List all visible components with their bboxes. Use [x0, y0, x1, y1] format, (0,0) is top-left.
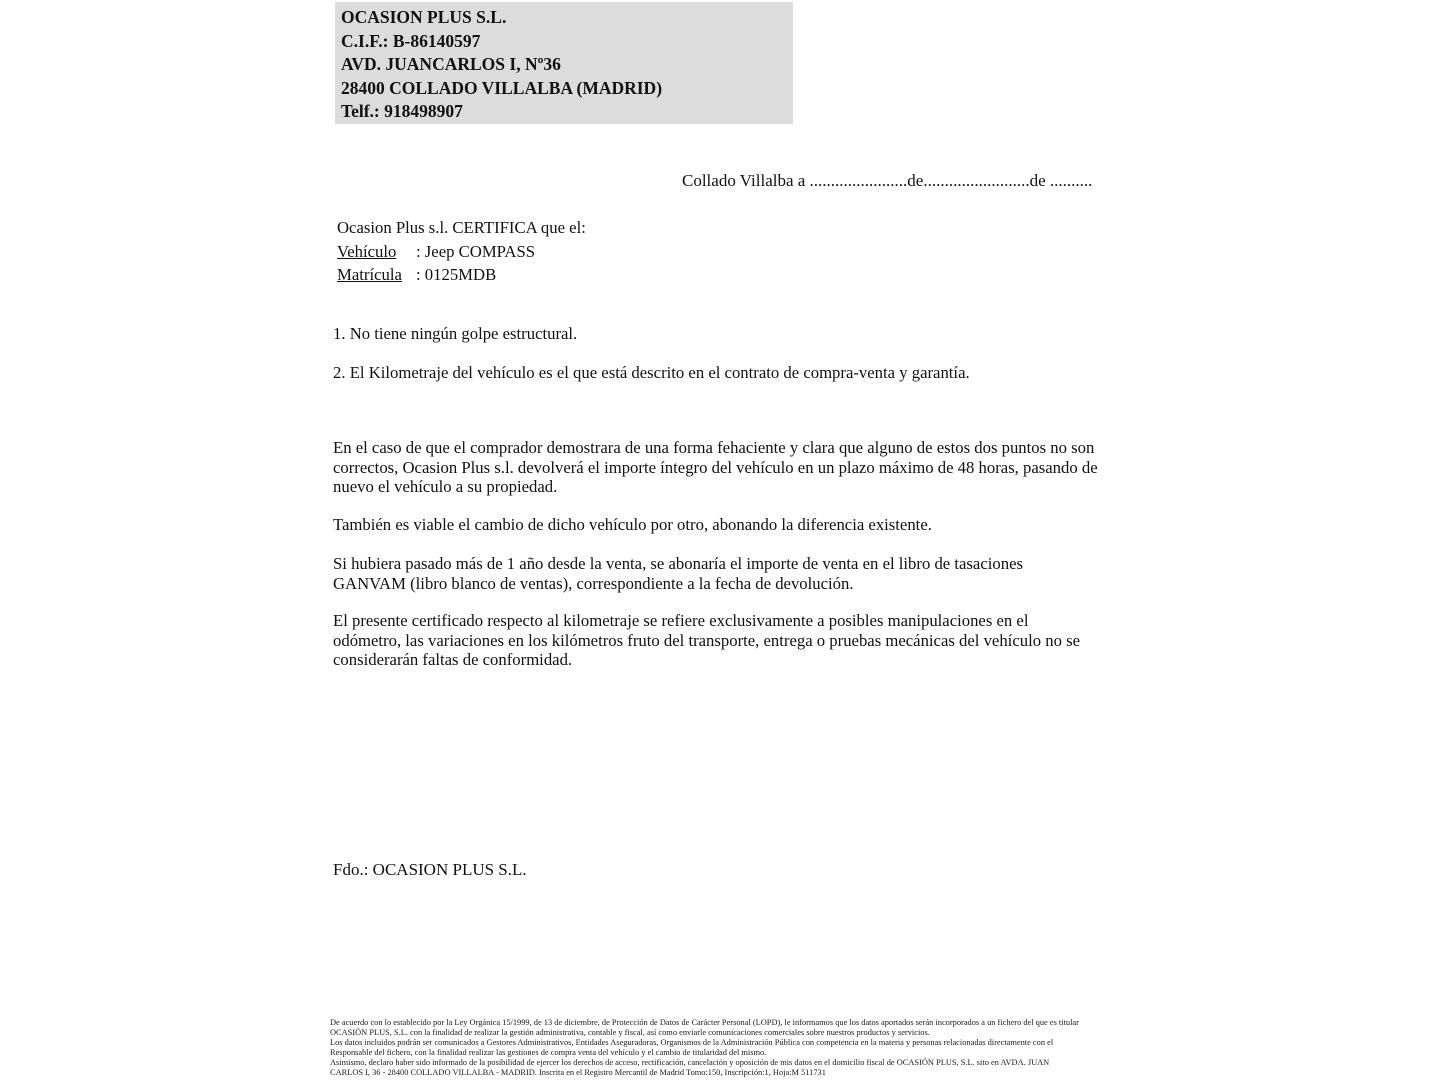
condition-point-1: 1. No tiene ningún golpe estructural. [333, 324, 578, 343]
signature-line: Fdo.: OCASION PLUS S.L. [333, 860, 527, 879]
footer-line-3: Los datos incluidos podrán ser comunicados a Gestores Administrativos, Entidades Aseguradoras, Organismos de la Administración Pública con competencia en la materia y personas relacionadas directamente con el [330, 1037, 1054, 1047]
footer-line-1: De acuerdo con lo establecido por la Ley Orgánica 15/1999, de 13 de diciembre, de Protección de Datos de Carácter Personal (LOPD), le informamos que los datos aportados serán incorporados a un fichero del que es titular [330, 1018, 1079, 1027]
vehicle-row [337, 240, 586, 264]
company-phone: Telf.: 918498907 [341, 101, 463, 122]
company-address: AVD. JUANCARLOS I, Nº36 [341, 54, 561, 75]
company-name: OCASION PLUS S.L. [341, 7, 507, 27]
letterhead-box [335, 2, 793, 124]
date-line: Collado Villalba a .......................de.........................de .......... [682, 171, 1093, 190]
certification-intro: Ocasion Plus s.l. CERTIFICA que el: [337, 218, 586, 237]
condition-point-2: 2. El Kilometraje del vehículo es el que está descrito en el contrato de compra-venta y garantía. [333, 363, 970, 382]
legal-footer [330, 1018, 1079, 1077]
footer-line-6: CARLOS I, 36 - 28400 COLLADO VILLALBA - MADRID. Inscrita en el Registro Mercantil de Madrid Tomo:150, Inscripción:1, Hoja:M 511731 [330, 1067, 826, 1077]
footer-line-2: OCASIÓN PLUS, S.L. con la finalidad de realizar la gestión administrativa, contable y fiscal, así como enviarle comunicaciones comerciales sobre nuestros productos y servicios. [330, 1027, 930, 1037]
paragraph-odometer-disclaimer: El presente certificado respecto al kilometraje se refiere exclusivamente a posibles manipulaciones en el odómetro, las variaciones en los kilómetros fruto del transporte, entrega o pruebas mecánicas del vehículo no se considerarán faltas de conformidad. [333, 611, 1080, 669]
plate-value: : 0125MDB [416, 265, 497, 284]
footer-line-4: Responsable del fichero, con la finalidad realizar las gestiones de compra venta del vehículo y el cambio de titularidad del mismo. [330, 1047, 767, 1057]
paragraph-ganvam-valuation: Si hubiera pasado más de 1 año desde la venta, se abonaría el importe de venta en el libro de tasaciones GANVAM (libro blanco de ventas), correspondiente a la fecha de devolución. [333, 554, 1023, 593]
company-city: 28400 COLLADO VILLALBA (MADRID) [341, 77, 663, 98]
paragraph-exchange-option: También es viable el cambio de dicho vehículo por otro, abonando la diferencia existente. [333, 515, 932, 534]
plate-label: Matrícula [337, 265, 402, 284]
certification-block [337, 216, 586, 287]
company-cif: C.I.F.: B-86140597 [341, 30, 481, 51]
footer-line-5: Asimismo, declaro haber sido informado de la posibilidad de ejercer los derechos de acceso, rectificación, cancelación y oposición de mis datos en el domicilio fiscal de OCASIÓN PLUS, S.L. sito en AVDA. JUAN [330, 1057, 1050, 1067]
paragraph-refund-guarantee: En el caso de que el comprador demostrara de una forma fehaciente y clara que alguno de estos dos puntos no son correctos, Ocasion Plus s.l. devolverá el importe íntegro del vehículo en un plazo máximo de 48 horas, pasando de nuevo el vehículo a su propiedad. [333, 438, 1098, 496]
vehicle-label: Vehículo [337, 241, 397, 261]
vehicle-value: : Jeep COMPASS [416, 241, 536, 261]
plate-row [337, 263, 586, 287]
